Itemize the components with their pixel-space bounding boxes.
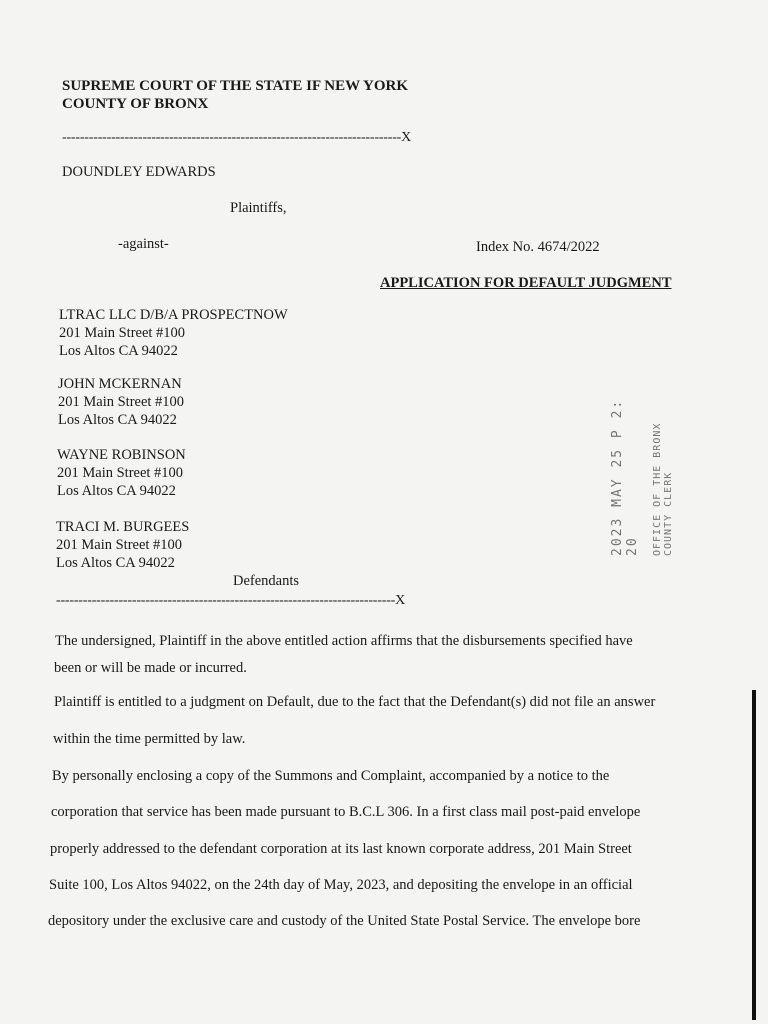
defendant-address-line1: 201 Main Street #100 (59, 325, 186, 341)
index-number: Index No. 4674/2022 (476, 239, 600, 255)
court-name: SUPREME COURT OF THE STATE IF NEW YORK (62, 78, 409, 94)
defendant-name: TRACI M. BURGEES (56, 519, 190, 535)
defendant-address-line2: Los Altos CA 94022 (59, 343, 178, 359)
plaintiff-label: Plaintiffs, (230, 200, 287, 216)
body-line: Suite 100, Los Altos 94022, on the 24th day of May, 2023, and depositing the envelope in an official (49, 877, 633, 893)
body-line: within the time permitted by law. (53, 731, 246, 747)
defendant-block (56, 518, 189, 572)
court-county: COUNTY OF BRONX (62, 96, 209, 112)
defendant-block (57, 446, 186, 500)
defendant-block (58, 375, 184, 429)
against-label: -against- (118, 236, 169, 252)
stamp-date: 2023 MAY 25 P 2: 20 (610, 398, 640, 556)
document-title: APPLICATION FOR DEFAULT JUDGMENT (380, 275, 672, 291)
defendant-name: JOHN MCKERNAN (58, 376, 182, 392)
defendant-address-line2: Los Altos CA 94022 (56, 555, 175, 571)
scan-edge-mark (752, 690, 756, 1020)
defendant-address-line1: 201 Main Street #100 (57, 465, 184, 481)
body-line: depository under the exclusive care and custody of the United State Postal Service. The envelope bore (48, 913, 641, 929)
body-line: corporation that service has been made pursuant to B.C.L 306. In a first class mail post-paid envelope (51, 804, 641, 820)
defendants-label: Defendants (233, 573, 300, 589)
defendant-address-line1: 201 Main Street #100 (58, 394, 185, 410)
defendant-block (59, 306, 288, 360)
separator-bottom: ----------------------------------------------------------------------------X (56, 593, 406, 608)
defendant-name: WAYNE ROBINSON (57, 447, 186, 463)
body-line: By personally enclosing a copy of the Summons and Complaint, accompanied by a notice to the (52, 768, 610, 784)
stamp-office: OFFICE OF THE BRONX COUNTY CLERK (652, 422, 674, 556)
body-line: Plaintiff is entitled to a judgment on Default, due to the fact that the Defendant(s) did not file an answer (54, 694, 656, 710)
plaintiff-name: DOUNDLEY EDWARDS (62, 164, 216, 180)
defendant-address-line2: Los Altos CA 94022 (57, 483, 176, 499)
defendant-address-line2: Los Altos CA 94022 (58, 412, 177, 428)
separator-top: ----------------------------------------------------------------------------X (62, 130, 412, 145)
defendant-address-line1: 201 Main Street #100 (56, 537, 183, 553)
body-line: The undersigned, Plaintiff in the above entitled action affirms that the disbursements specified have (55, 633, 633, 649)
defendant-name: LTRAC LLC D/B/A PROSPECTNOW (59, 307, 288, 323)
body-line: been or will be made or incurred. (54, 660, 247, 676)
body-line: properly addressed to the defendant corporation at its last known corporate address, 201 Main Street (50, 841, 632, 857)
clerk-stamp (600, 396, 690, 556)
